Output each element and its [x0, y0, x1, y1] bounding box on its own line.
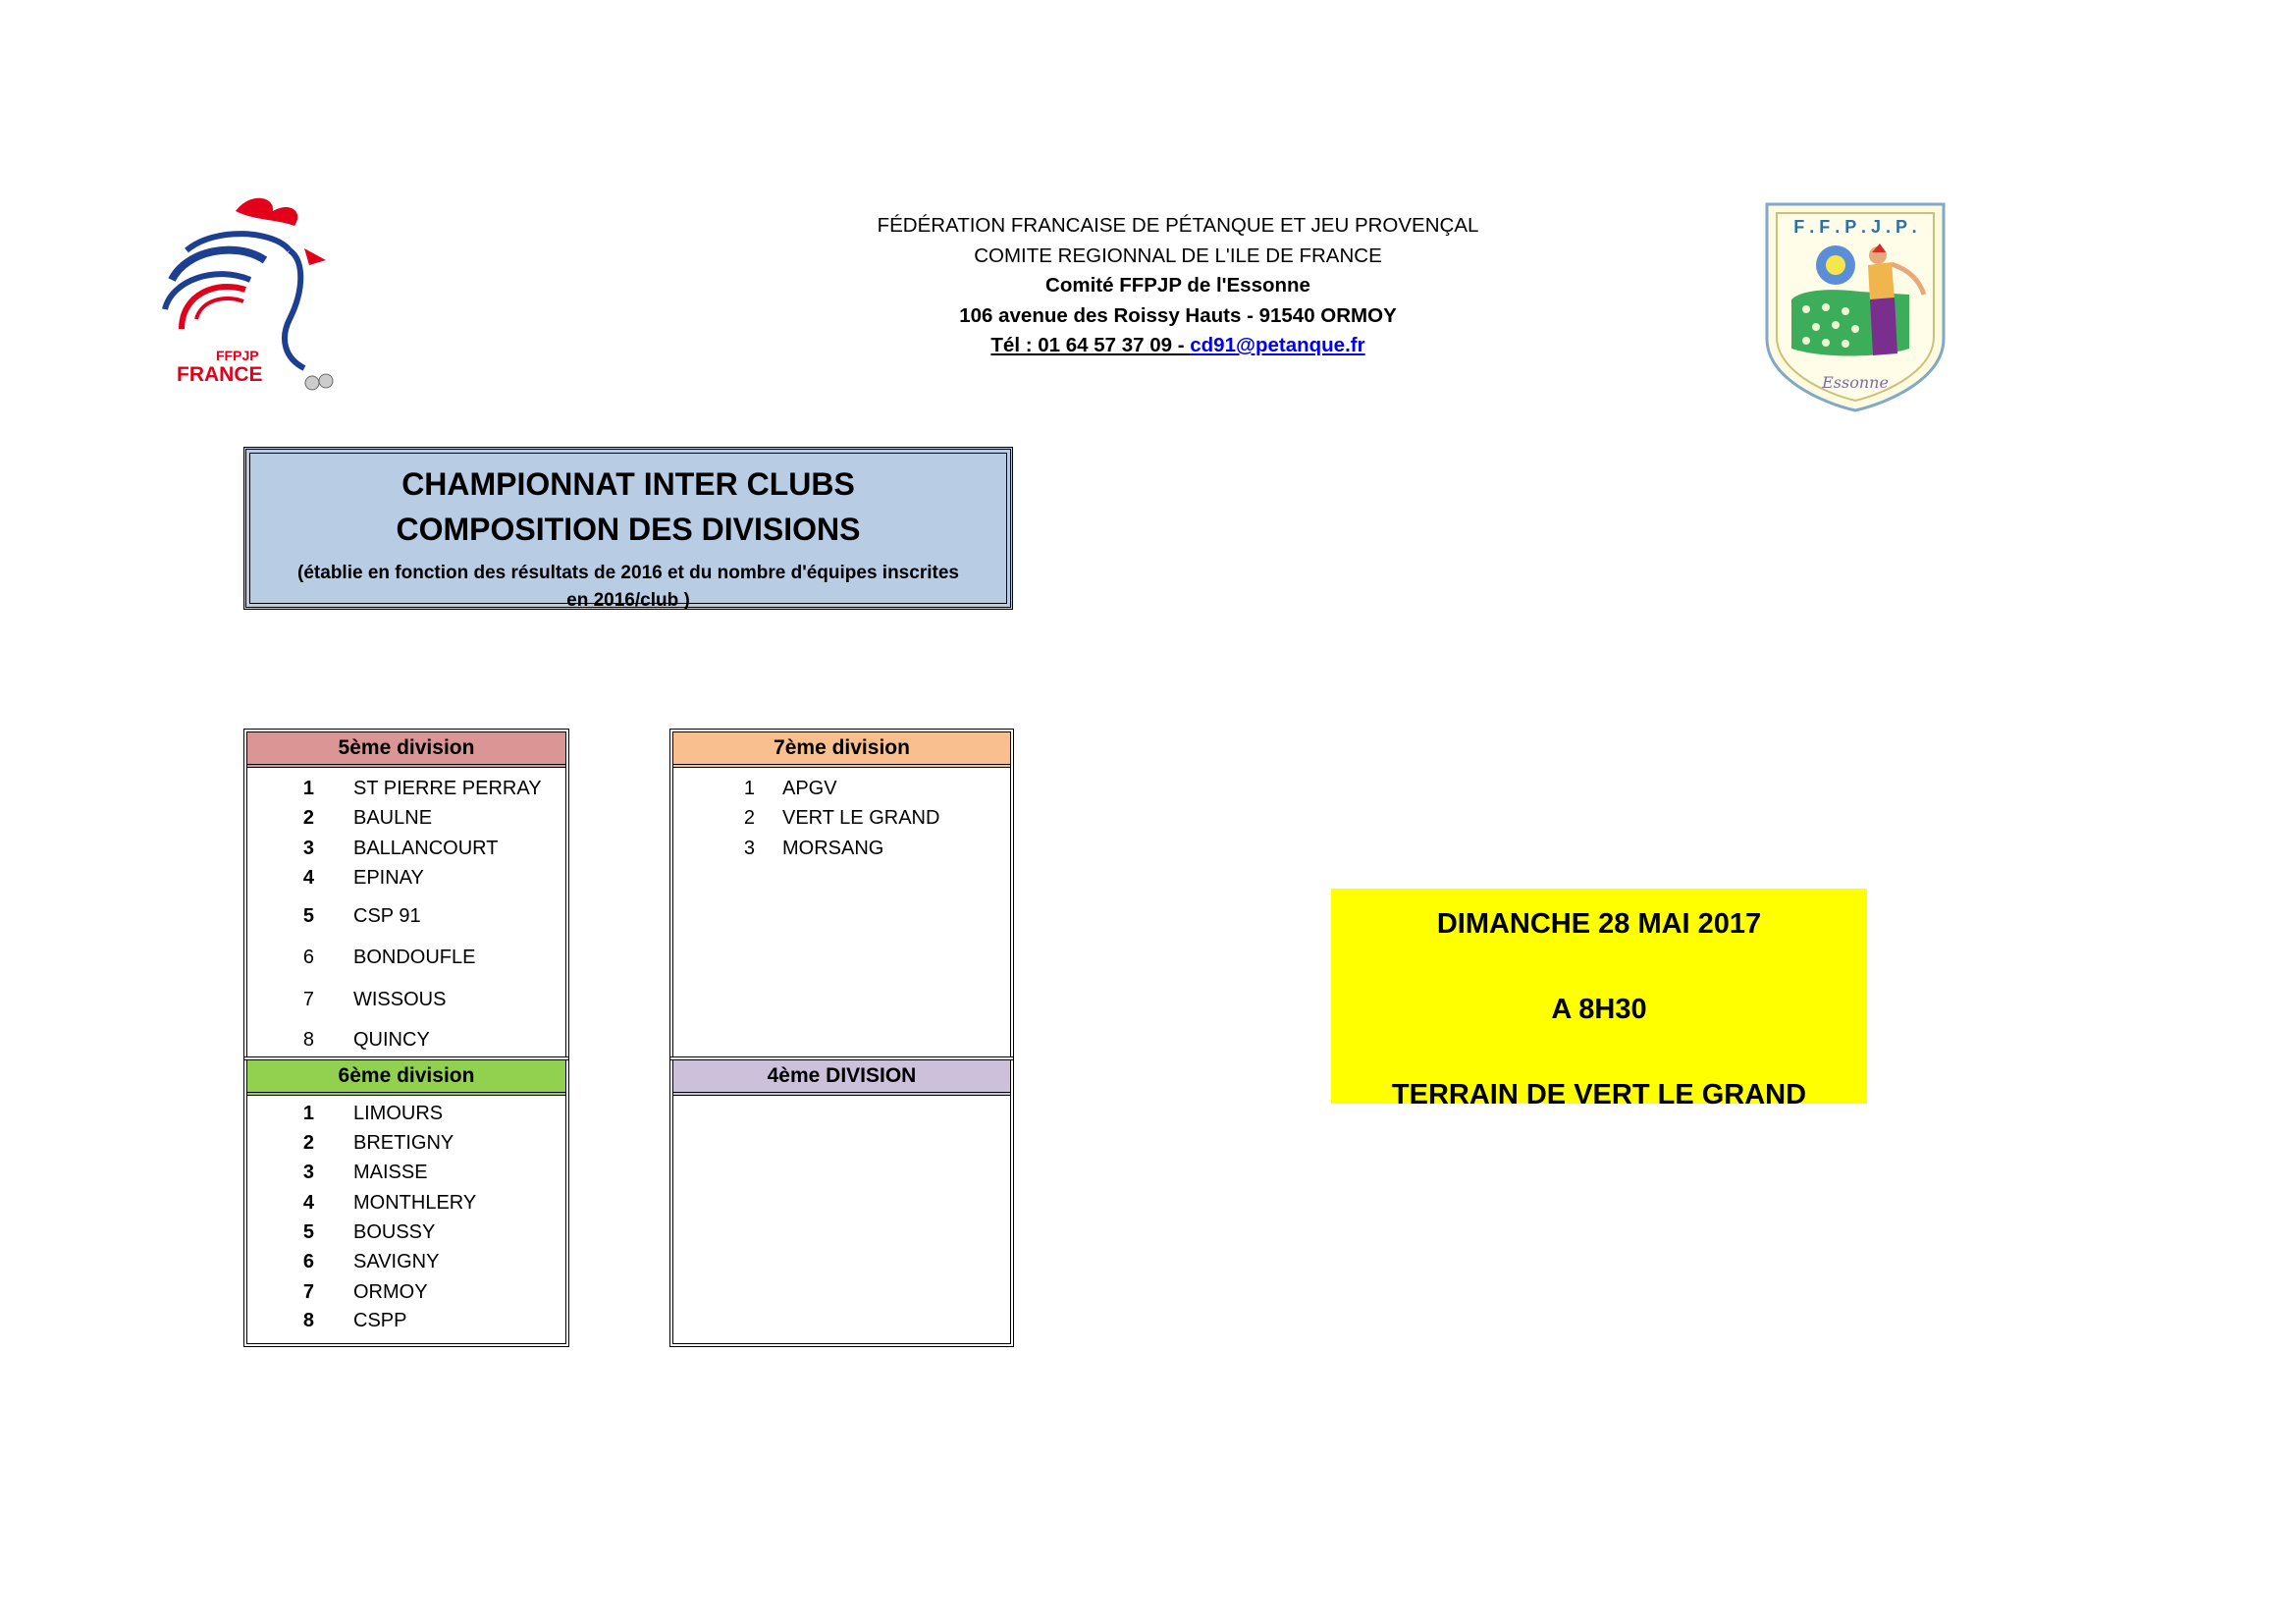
team-name: MORSANG [782, 838, 884, 859]
team-row [247, 1188, 565, 1218]
team-rank: 4 [302, 1192, 314, 1214]
shield-icon [1762, 201, 1949, 412]
organization-header [805, 211, 1551, 361]
team-row [247, 1128, 565, 1158]
departmental-committee: Comité FFPJP de l'Essonne [1045, 274, 1310, 297]
division-7-header: 7ème division [673, 732, 1010, 768]
team-rank: 3 [743, 838, 755, 859]
team-rank: 2 [743, 807, 755, 829]
team-rank: 8 [302, 1310, 314, 1331]
team-rank: 1 [302, 778, 314, 799]
team-rank: 5 [302, 905, 314, 927]
event-time: A 8H30 [1551, 994, 1647, 1025]
team-row [247, 803, 565, 833]
shield-text: F . F . P . J . P . [1793, 217, 1917, 237]
title-box [243, 447, 1013, 610]
division-4-header: 4ème DIVISION [673, 1060, 1010, 1096]
team-name: LIMOURS [353, 1103, 444, 1124]
team-row [247, 1277, 565, 1307]
team-rank: 3 [302, 838, 314, 859]
division-6-header: 6ème division [247, 1060, 565, 1096]
team-name: WISSOUS [353, 989, 447, 1010]
division-5-table [243, 729, 569, 1060]
team-rank: 7 [302, 1281, 314, 1303]
team-name: CSP 91 [353, 905, 421, 927]
team-row [673, 834, 1010, 863]
team-rank: 2 [302, 1132, 314, 1154]
federation-name: FÉDÉRATION FRANCAISE DE PÉTANQUE ET JEU PROVENÇAL [877, 214, 1479, 237]
division-7-table [669, 729, 1014, 1060]
event-box [1331, 889, 1867, 1110]
team-rank: 1 [743, 778, 755, 799]
team-rank: 8 [302, 1029, 314, 1051]
team-name: BOUSSY [353, 1221, 436, 1243]
team-row [247, 901, 565, 931]
rooster-icon [157, 191, 344, 398]
team-name: SAVIGNY [353, 1251, 440, 1272]
phone-number: Tél : 01 64 57 37 09 - [990, 334, 1191, 356]
event-date: DIMANCHE 28 MAI 2017 [1436, 908, 1762, 940]
team-name: BAULNE [353, 807, 433, 829]
team-name: ST PIERRE PERRAY [353, 778, 542, 799]
shield-signature: Essonne [1822, 373, 1889, 392]
division-4-table [669, 1056, 1014, 1347]
team-name: MONTHLERY [353, 1192, 477, 1214]
team-name: APGV [782, 778, 837, 799]
team-row [247, 1247, 565, 1276]
team-row [247, 1158, 565, 1187]
team-name: MAISSE [353, 1162, 428, 1183]
title-note: (établie en fonction des résultats de 2016 et du nombre d'équipes inscrites en 2016/club ) [297, 563, 959, 611]
team-name: QUINCY [353, 1029, 430, 1051]
ffpjp-essonne-shield [1762, 201, 1949, 412]
team-row [247, 834, 565, 863]
team-name: BONDOUFLE [353, 947, 476, 968]
team-row [247, 774, 565, 803]
team-name: CSPP [353, 1310, 407, 1331]
team-name: BALLANCOURT [353, 838, 499, 859]
division-5-header: 5ème division [247, 732, 565, 768]
event-place: TERRAIN DE VERT LE GRAND [1391, 1079, 1807, 1110]
team-row [247, 943, 565, 972]
team-rank: 3 [302, 1162, 314, 1183]
team-row [247, 1218, 565, 1247]
address: 106 avenue des Roissy Hauts - 91540 ORMOY [959, 303, 1397, 327]
team-row [673, 803, 1010, 833]
team-rank: 6 [302, 947, 314, 968]
team-rank: 4 [302, 867, 314, 889]
composition-title: COMPOSITION DES DIVISIONS [396, 512, 861, 547]
ffpjp-france-logo [157, 191, 344, 398]
logo-text-france: FRANCE [177, 363, 263, 386]
team-rank: 7 [302, 989, 314, 1010]
team-row [247, 863, 565, 893]
team-rank: 6 [302, 1251, 314, 1272]
team-rank: 2 [302, 807, 314, 829]
team-name: EPINAY [353, 867, 424, 889]
contact-line [805, 331, 1551, 361]
team-rank: 1 [302, 1103, 314, 1124]
team-row [673, 774, 1010, 803]
logo-text-ffpjp: FFPJP [216, 348, 259, 363]
team-name: ORMOY [353, 1281, 428, 1303]
team-row [247, 985, 565, 1014]
team-row [247, 1025, 565, 1055]
team-row [247, 1099, 565, 1128]
team-name: BRETIGNY [353, 1132, 454, 1154]
team-row [247, 1306, 565, 1335]
championship-title: CHAMPIONNAT INTER CLUBS [401, 466, 855, 502]
division-6-table [243, 1056, 569, 1347]
team-rank: 5 [302, 1221, 314, 1243]
regional-committee: COMITE REGIONNAL DE L'ILE DE FRANCE [974, 244, 1382, 267]
team-name: VERT LE GRAND [782, 807, 940, 829]
email-link[interactable]: cd91@petanque.fr [1190, 334, 1365, 356]
